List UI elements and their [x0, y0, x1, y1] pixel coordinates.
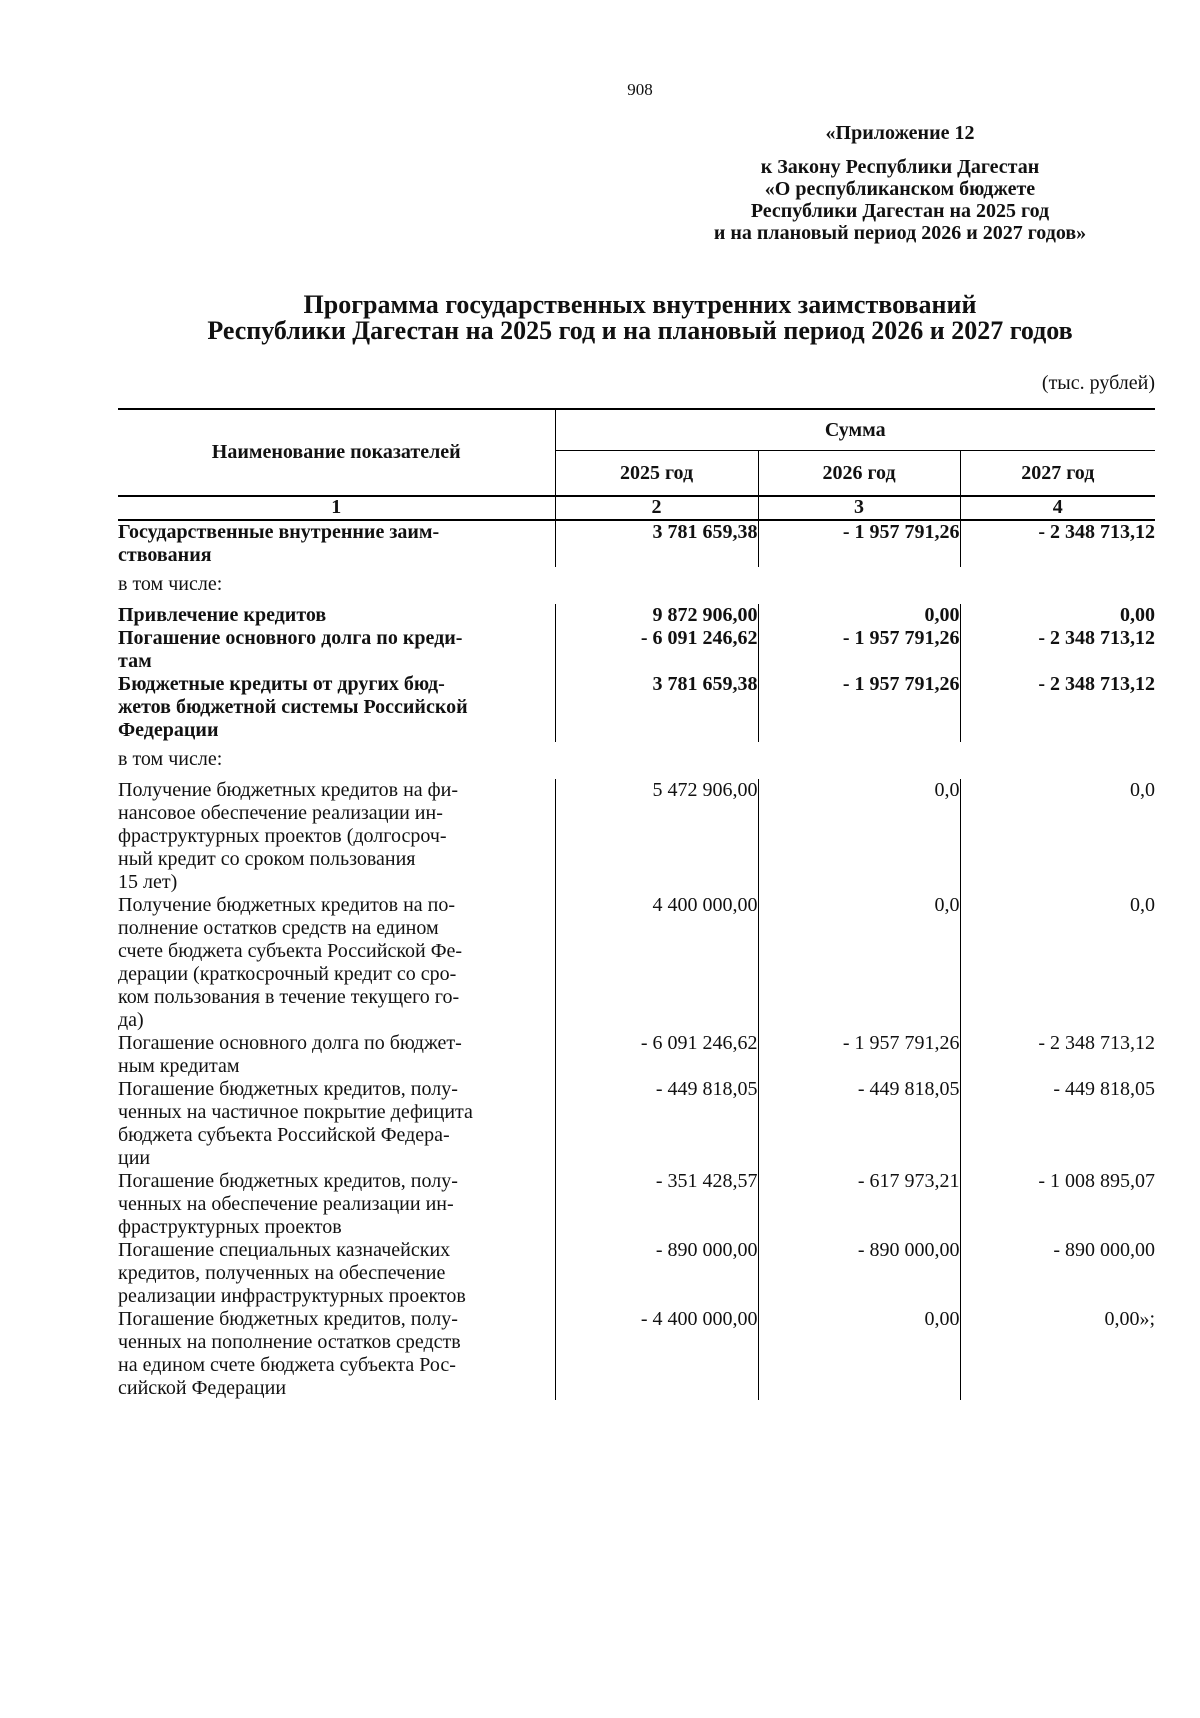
annex-line: к Закону Республики Дагестан — [760, 156, 1040, 178]
subsection-label: в том числе: — [118, 573, 223, 595]
row-value-2026: 0,00 — [758, 604, 960, 627]
row-value-2025: - 6 091 246,62 — [555, 627, 758, 673]
row-value-2025: - 449 818,05 — [555, 1078, 758, 1170]
header-name: Наименование показателей — [118, 409, 555, 496]
row-value-2025: - 890 000,00 — [555, 1239, 758, 1308]
row-value-2026: - 1 957 791,26 — [758, 673, 960, 742]
row-value-2026: - 617 973,21 — [758, 1170, 960, 1239]
row-name: Бюджетные кредиты от других бюд- жетов бюджетной системы Российской Федерации — [118, 673, 555, 742]
row-name: Погашение основного долга по креди- там — [118, 627, 555, 673]
row-value-2026: 0,00 — [758, 1308, 960, 1400]
borrowing-program-table — [118, 408, 1155, 1400]
row-value-2027: - 1 008 895,07 — [1038, 1170, 1156, 1192]
header-sum: Сумма — [555, 409, 1155, 451]
table-row — [118, 520, 1155, 567]
header-year-2027: 2027 год — [1021, 461, 1095, 484]
table-row — [118, 673, 1155, 742]
column-number: 1 — [118, 496, 555, 520]
column-number-row — [118, 496, 1155, 520]
header-year-2026: 2026 год — [758, 451, 960, 497]
table-row — [118, 1078, 1155, 1170]
row-value-2025: - 351 428,57 — [555, 1170, 758, 1239]
annex-line: Республики Дагестан на 2025 год — [750, 200, 1050, 222]
column-number: 3 — [758, 496, 960, 520]
row-value-2027: - 890 000,00 — [1053, 1239, 1156, 1261]
row-value-2027: - 2 348 713,12 — [1038, 521, 1156, 543]
row-value-2025: 4 400 000,00 — [555, 894, 758, 1032]
row-value-2025: 9 872 906,00 — [555, 604, 758, 627]
row-value-2026: 0,0 — [758, 779, 960, 894]
table-row — [118, 604, 1155, 627]
row-value-2027: - 2 348 713,12 — [1038, 673, 1156, 695]
table-row — [118, 1032, 1155, 1078]
row-value-2027: - 449 818,05 — [1053, 1078, 1156, 1100]
column-number: 4 — [960, 496, 1155, 520]
row-value-2025: - 4 400 000,00 — [555, 1308, 758, 1400]
table-row — [118, 894, 1155, 1032]
page-number: 908 — [627, 80, 653, 99]
annex-line: и на плановый период 2026 и 2027 годов» — [713, 222, 1087, 244]
row-value-2027: 0,0 — [1130, 894, 1156, 916]
row-name: Привлечение кредитов — [118, 604, 555, 627]
annex-title: «Приложение 12 — [825, 122, 975, 144]
subsection-label: в том числе: — [118, 748, 223, 770]
annex-reference — [620, 156, 1180, 244]
table-body — [118, 520, 1155, 1400]
units-label: (тыс. рублей) — [1041, 372, 1155, 394]
table-row — [118, 567, 1155, 604]
row-value-2026: - 1 957 791,26 — [758, 627, 960, 673]
row-value-2027: - 2 348 713,12 — [1038, 627, 1156, 649]
row-value-2026: - 890 000,00 — [758, 1239, 960, 1308]
table-row — [118, 742, 1155, 779]
row-name: Погашение бюджетных кредитов, полу- ченных на пополнение остатков средств на едином счете бюджета субъекта Рос- сийской Федерации — [118, 1308, 555, 1400]
row-value-2027: 0,00 — [1120, 604, 1156, 626]
row-name: Погашение бюджетных кредитов, полу- ченных на частичное покрытие дефицита бюджета субъекта Российской Федера- ции — [118, 1078, 555, 1170]
row-name: Погашение бюджетных кредитов, полу- ченных на обеспечение реализации ин- фраструктурных проектов — [118, 1170, 555, 1239]
column-number: 2 — [555, 496, 758, 520]
row-value-2025: - 6 091 246,62 — [555, 1032, 758, 1078]
row-value-2026: - 1 957 791,26 — [758, 520, 960, 567]
header-year-2025: 2025 год — [555, 451, 758, 497]
row-name: Получение бюджетных кредитов на по- полнение остатков средств на едином счете бюджета субъекта Российской Фе- дерации (краткосрочный кредит со сро- ком пользования в течение текущего го- да) — [118, 894, 555, 1032]
row-name: Государственные внутренние заим- ствования — [118, 520, 555, 567]
row-value-2026: - 1 957 791,26 — [758, 1032, 960, 1078]
table-row — [118, 779, 1155, 894]
row-value-2027: 0,00»; — [1104, 1308, 1156, 1330]
annex-line: «О республиканском бюджете — [764, 178, 1036, 200]
row-name: Погашение специальных казначейских кредитов, полученных на обеспечение реализации инфраструктурных проектов — [118, 1239, 555, 1308]
row-value-2026: - 449 818,05 — [758, 1078, 960, 1170]
table-row — [118, 627, 1155, 673]
row-value-2027: - 2 348 713,12 — [1038, 1032, 1156, 1054]
document-title-line: Республики Дагестан на 2025 год и на плановый период 2026 и 2027 годов — [207, 316, 1073, 345]
row-value-2025: 3 781 659,38 — [555, 673, 758, 742]
table-row — [118, 1170, 1155, 1239]
document-title-line: Программа государственных внутренних заимствований — [303, 290, 977, 319]
row-value-2026: 0,0 — [758, 894, 960, 1032]
row-name: Получение бюджетных кредитов на фи- нансовое обеспечение реализации ин- фраструктурных проектов (долгосроч- ный кредит со сроком пользования 15 лет) — [118, 779, 555, 894]
document-title — [0, 292, 1200, 344]
row-value-2025: 3 781 659,38 — [555, 520, 758, 567]
table-row — [118, 1308, 1155, 1400]
row-name: Погашение основного долга по бюджет- ным кредитам — [118, 1032, 555, 1078]
table-row — [118, 1239, 1155, 1308]
row-value-2025: 5 472 906,00 — [555, 779, 758, 894]
row-value-2027: 0,0 — [1130, 779, 1156, 801]
